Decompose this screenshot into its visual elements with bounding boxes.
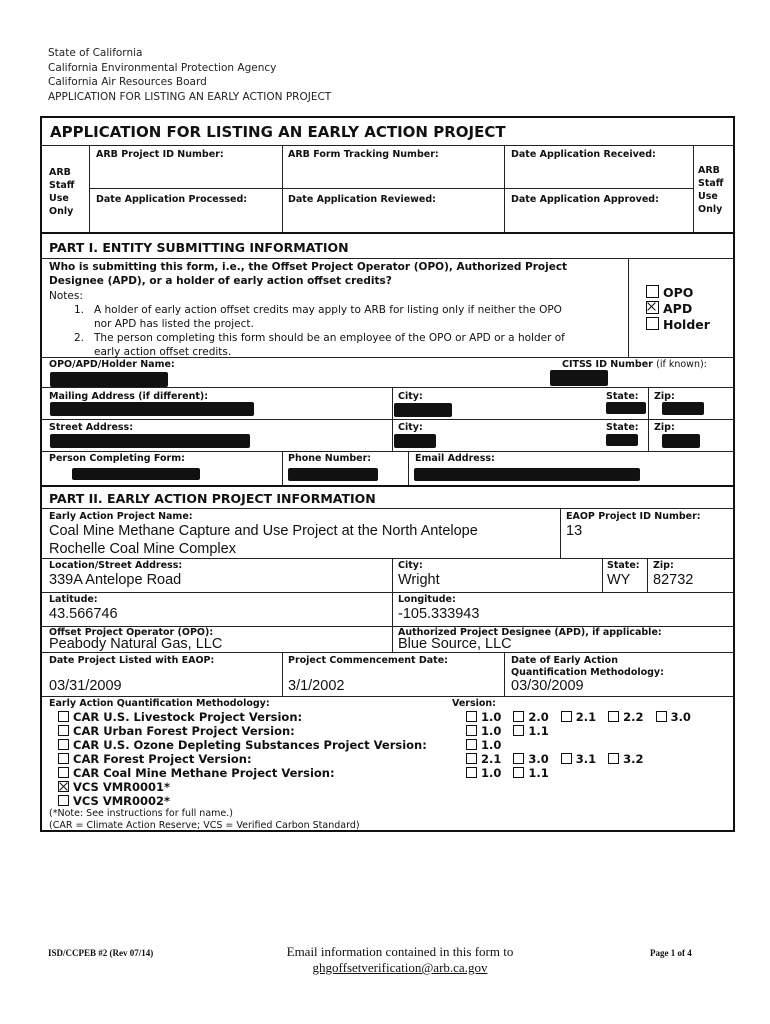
option-apd[interactable]: APD [646,301,692,316]
project-zip-label: Zip: [653,560,674,571]
street-zip-label: Zip: [654,422,675,433]
project-name-label: Early Action Project Name: [49,511,193,522]
latitude-label: Latitude: [49,594,98,605]
latitude-value: 43.566746 [49,606,118,622]
redaction [550,370,608,386]
street-address-label: Street Address: [49,422,133,433]
longitude-value: -105.333943 [398,606,480,622]
note2-number: 2. [74,332,85,344]
opo-value: Peabody Natural Gas, LLC [49,636,223,652]
version-option[interactable]: 3.2 [608,752,643,766]
methodology-label: Early Action Quantification Methodology: [49,698,270,709]
redaction [50,434,250,448]
version-option[interactable]: 2.1 [561,710,596,724]
eaop-id-value: 13 [566,523,583,539]
location-value: 339A Antelope Road [49,572,182,588]
header-form-name: APPLICATION FOR LISTING AN EARLY ACTION PROJECT [48,90,332,103]
holder-checkbox[interactable] [646,317,659,330]
email-link[interactable]: ghgoffsetverification@arb.ca.gov [312,960,488,975]
methodology-car-coal-mine[interactable]: CAR Coal Mine Methane Project Version: [58,766,335,780]
methodology-vcs-vmr0001[interactable]: VCS VMR0001* [58,780,170,794]
methodology-car-ozone[interactable]: CAR U.S. Ozone Depleting Substances Project Version: [58,738,427,752]
checkbox[interactable] [466,753,477,764]
staff-use-right: ARB Staff Use Only [698,165,724,215]
versions-urban-forest [466,724,557,738]
mailing-city-label: City: [398,391,423,402]
project-state-label: State: [607,560,640,571]
redaction [394,434,436,448]
checkbox[interactable] [656,711,667,722]
street-city-label: City: [398,422,423,433]
holder-name-label: OPO/APD/Holder Name: [49,359,175,370]
opo-label: Offset Project Operator (OPO): [49,627,214,638]
methodology-car-forest[interactable]: CAR Forest Project Version: [58,752,252,766]
abbreviation-note: (CAR = Climate Action Reserve; VCS = Verified Carbon Standard) [49,820,360,831]
date-approved-label: Date Application Approved: [511,194,659,205]
project-name-value-line2: Rochelle Coal Mine Complex [49,541,236,557]
part1-title: PART I. ENTITY SUBMITTING INFORMATION [49,240,349,255]
methodology-vcs-vmr0002[interactable]: VCS VMR0002* [58,794,170,808]
checkbox[interactable] [58,711,69,722]
checkbox[interactable] [608,711,619,722]
methodology-date-label: Date of Early Action Quantification Methodology: [511,655,664,678]
checkbox[interactable] [513,767,524,778]
methodology-date-value: 03/30/2009 [511,678,584,694]
project-city-value: Wright [398,572,440,588]
version-option[interactable]: 2.0 [513,710,548,724]
note1-line1: A holder of early action offset credits may apply to ARB for listing only if neither the OPO [94,304,562,316]
commencement-value: 3/1/2002 [288,678,345,694]
apd-label: Authorized Project Designee (APD), if applicable: [398,627,662,638]
version-option[interactable]: 2.1 [466,752,501,766]
checkbox[interactable] [466,739,477,750]
redaction [50,402,254,416]
email-label: Email Address: [415,453,495,464]
phone-label: Phone Number: [288,453,372,464]
version-option[interactable]: 1.0 [466,710,501,724]
part1-question-line1: Who is submitting this form, i.e., the Offset Project Operator (OPO), Authorized Project [49,261,568,273]
note2-line2: early action offset credits. [94,346,232,357]
version-option[interactable]: 3.1 [561,752,596,766]
part2-title: PART II. EARLY ACTION PROJECT INFORMATION [49,491,376,506]
option-opo[interactable]: OPO [646,285,693,300]
part1-question-line2: Designee (APD), or a holder of early action offset credits? [49,275,392,287]
footer-email [250,944,550,976]
version-option[interactable]: 3.0 [656,710,691,724]
date-processed-label: Date Application Processed: [96,194,248,205]
commencement-label: Project Commencement Date: [288,655,448,666]
note1-number: 1. [74,304,85,316]
date-received-label: Date Application Received: [511,149,656,160]
checkbox[interactable] [561,753,572,764]
longitude-label: Longitude: [398,594,456,605]
checkbox[interactable] [58,767,69,778]
email-instruction: Email information contained in this form to [286,944,514,959]
redaction [394,403,452,417]
redaction [288,468,378,481]
methodology-car-urban-forest[interactable]: CAR Urban Forest Project Version: [58,724,295,738]
redaction [72,468,200,480]
checkbox[interactable] [58,725,69,736]
header-agency: California Environmental Protection Agency [48,61,277,74]
checkbox[interactable] [466,767,477,778]
mailing-state-label: State: [606,391,639,402]
note2-line1: The person completing this form should be an employee of the OPO or APD or a holder of [94,332,565,344]
apd-checkbox[interactable] [646,301,659,314]
form-number: ISD/CCPEB #2 (Rev 07/14) [48,948,154,958]
redaction [606,434,638,446]
checkbox[interactable] [58,781,69,792]
person-completing-label: Person Completing Form: [49,453,185,464]
citss-label: CITSS ID Number (if known): [562,359,707,370]
document-header [48,46,331,104]
project-state-value: WY [607,572,631,588]
date-listed-value: 03/31/2009 [49,678,122,694]
header-state: State of California [48,47,143,59]
checkbox[interactable] [513,753,524,764]
staff-use-left: ARB Staff Use Only [49,167,75,217]
mailing-address-label: Mailing Address (if different): [49,391,209,402]
apd-value: Blue Source, LLC [398,636,512,652]
eaop-id-label: EAOP Project ID Number: [566,511,701,522]
versions-coal-mine [466,766,557,780]
version-option[interactable]: 1.0 [466,724,501,738]
redaction [606,402,646,414]
versions-livestock [466,710,699,724]
arb-form-tracking-label: ARB Form Tracking Number: [288,149,439,160]
header-board: California Air Resources Board [48,76,207,89]
checkbox[interactable] [58,739,69,750]
checkbox[interactable] [513,725,524,736]
checkbox[interactable] [608,753,619,764]
checkbox[interactable] [58,795,69,806]
checkbox[interactable] [561,711,572,722]
notes-label: Notes: [49,290,83,302]
methodology-car-livestock[interactable]: CAR U.S. Livestock Project Version: [58,710,302,724]
arb-project-id-label: ARB Project ID Number: [96,149,224,160]
street-state-label: State: [606,422,639,433]
version-option[interactable]: 1.0 [466,766,501,780]
redaction [662,402,704,415]
project-name-value-line1: Coal Mine Methane Capture and Use Project at the North Antelope [49,523,478,539]
checkbox[interactable] [58,753,69,764]
redaction [414,468,640,481]
project-city-label: City: [398,560,423,571]
project-zip-value: 82732 [653,572,694,588]
checkbox[interactable] [466,725,477,736]
version-option[interactable]: 1.0 [466,738,501,752]
version-option[interactable]: 1.1 [513,724,548,738]
opo-checkbox[interactable] [646,285,659,298]
version-option[interactable]: 2.2 [608,710,643,724]
redaction [50,372,168,387]
version-option[interactable]: 1.1 [513,766,548,780]
checkbox[interactable] [466,711,477,722]
form-title: APPLICATION FOR LISTING AN EARLY ACTION PROJECT [50,123,506,141]
version-option[interactable]: 3.0 [513,752,548,766]
checkbox[interactable] [513,711,524,722]
mailing-zip-label: Zip: [654,391,675,402]
versions-ozone [466,738,509,752]
option-holder[interactable]: Holder [646,317,710,332]
note1-line2: nor APD has listed the project. [94,318,254,330]
page-number: Page 1 of 4 [650,948,692,958]
methodology-note: (*Note: See instructions for full name.) [49,808,233,819]
date-reviewed-label: Date Application Reviewed: [288,194,436,205]
location-label: Location/Street Address: [49,560,183,571]
version-label: Version: [452,698,496,709]
date-listed-label: Date Project Listed with EAOP: [49,655,215,666]
application-form [40,116,735,832]
versions-forest [466,752,652,766]
redaction [662,434,700,448]
